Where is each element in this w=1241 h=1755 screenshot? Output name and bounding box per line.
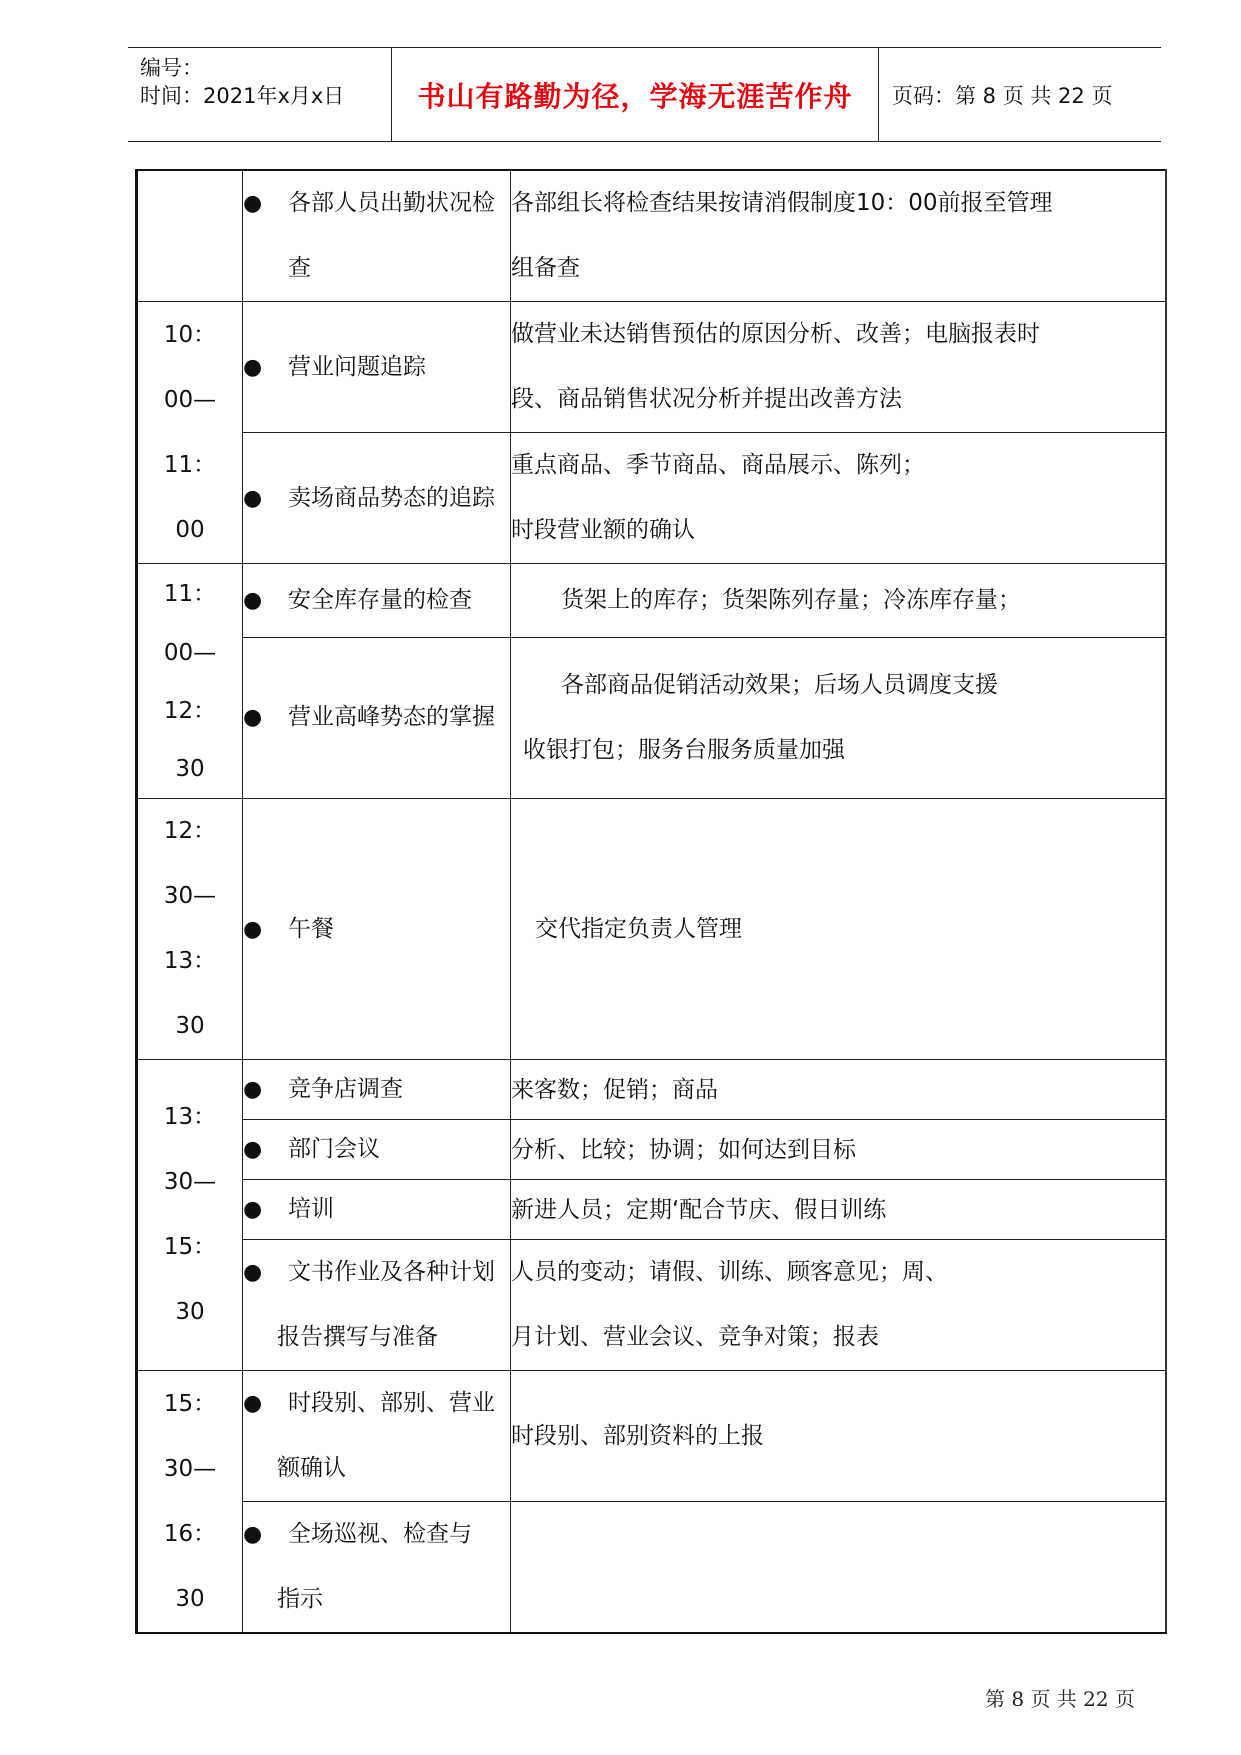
header-page-number: 页码：第 8 页 共 22 页: [892, 83, 1113, 108]
table-row: [137, 302, 1166, 433]
desc-cell: 新进人员；定期‘配合节庆、假日训练: [511, 1180, 1166, 1240]
desc-cell: 交代指定负责人管理: [511, 799, 1166, 1060]
desc-cell: 各部组长将检查结果按请消假制度10：00前报至管理 组备查: [511, 170, 1166, 302]
table-row: [137, 1240, 1166, 1371]
header-motto: 书山有路勤为径，学海无涯苦作舟: [417, 79, 853, 113]
bullet-icon: ●: [243, 1137, 263, 1162]
bullet-icon: ●: [243, 1260, 263, 1285]
task-cell: ● 卖场商品势态的追踪: [243, 433, 511, 564]
table-row: [137, 1060, 1166, 1120]
table-row: [137, 1120, 1166, 1180]
desc-cell: 各部商品促销活动效果；后场人员调度支援 收银打包；服务台服务质量加强: [511, 637, 1166, 798]
task-cell: ● 营业高峰势态的掌握: [243, 637, 511, 798]
desc-cell: 分析、比较；协调；如何达到目标: [511, 1120, 1166, 1180]
page-footer: 第 8 页 共 22 页: [985, 1687, 1135, 1711]
desc-cell: 做营业未达销售预估的原因分析、改善；电脑报表时 段、商品销售状况分析并提出改善方法: [511, 302, 1166, 433]
header-divider: [878, 48, 879, 141]
bullet-icon: ●: [243, 705, 263, 731]
task-cell: ● 时段别、部别、营业 额确认: [243, 1371, 511, 1502]
desc-cell: 人员的变动；请假、训练、顾客意见；周、 月计划、营业会议、竞争对策；报表: [511, 1240, 1166, 1371]
desc-cell: 时段别、部别资料的上报: [511, 1371, 1166, 1502]
number-label: 编号：: [140, 56, 203, 80]
task-cell: ● 安全库存量的检查: [243, 564, 511, 638]
bullet-icon: ●: [243, 1077, 263, 1102]
header-meta: [140, 54, 390, 110]
time-cell: 15： 30—16： 30: [137, 1371, 243, 1634]
table-row: [137, 1180, 1166, 1240]
schedule-table: [135, 169, 1167, 1634]
time-label: 时间：2021年x月x日: [140, 84, 345, 108]
table-row: [137, 799, 1166, 1060]
bullet-icon: ●: [243, 587, 263, 613]
table-row: [137, 1371, 1166, 1502]
time-cell: 12： 30—13： 30: [137, 799, 243, 1060]
bullet-icon: ●: [243, 354, 263, 380]
desc-cell: 来客数；促销；商品: [511, 1060, 1166, 1120]
time-cell: 10： 00—11： 00: [137, 302, 243, 564]
desc-cell: [511, 1502, 1166, 1634]
task-cell: ● 全场巡视、检查与 指示: [243, 1502, 511, 1634]
task-cell: ● 竞争店调查: [243, 1060, 511, 1120]
task-cell: ● 文书作业及各种计划 报告撰写与准备: [243, 1240, 511, 1371]
task-cell: ● 各部人员出勤状况检 查: [243, 170, 511, 302]
task-cell: ● 部门会议: [243, 1120, 511, 1180]
bullet-icon: ●: [243, 191, 263, 216]
table-row: [137, 564, 1166, 638]
table-row: [137, 433, 1166, 564]
bullet-icon: ●: [243, 1391, 263, 1416]
task-cell: ● 培训: [243, 1180, 511, 1240]
desc-cell: 重点商品、季节商品、商品展示、陈列； 时段营业额的确认: [511, 433, 1166, 564]
time-cell: 13： 30—15： 30: [137, 1060, 243, 1371]
time-cell: 11： 00—12： 30: [137, 564, 243, 799]
time-cell: [137, 170, 243, 302]
desc-cell: 货架上的库存；货架陈列存量；冷冻库存量；: [511, 564, 1166, 638]
task-cell: ● 营业问题追踪: [243, 302, 511, 433]
table-row: [137, 1502, 1166, 1634]
bullet-icon: ●: [243, 485, 263, 511]
page-header: [128, 47, 1161, 142]
table-row: [137, 170, 1166, 302]
bullet-icon: ●: [243, 916, 263, 942]
table-row: [137, 637, 1166, 798]
bullet-icon: ●: [243, 1522, 263, 1547]
bullet-icon: ●: [243, 1197, 263, 1222]
task-cell: ● 午餐: [243, 799, 511, 1060]
